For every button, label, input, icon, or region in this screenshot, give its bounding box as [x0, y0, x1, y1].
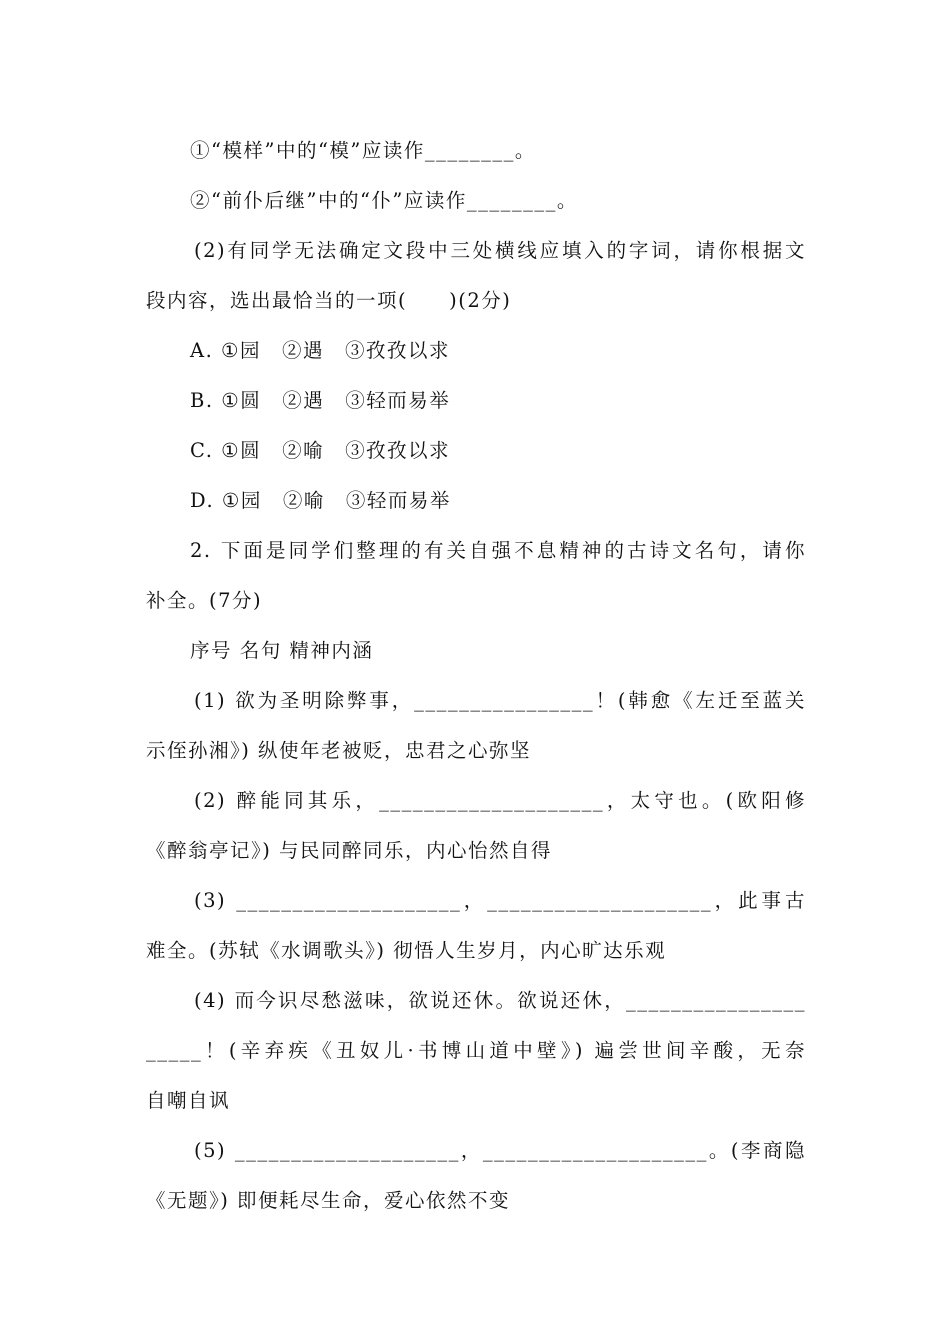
- pronunciation-question-1: ①“模样”中的“模”应读作________。: [190, 139, 536, 162]
- question-2-intro-line-1: 2. 下面是同学们整理的有关自强不息精神的古诗文名句，请你: [190, 539, 806, 562]
- sub-question-2-line-1: (2)有同学无法确定文段中三处横线应填入的字词，请你根据文: [194, 239, 806, 262]
- option-c: C. ①圆 ②喻 ③孜孜以求: [190, 439, 451, 462]
- poem-item-4-line-3: 自嘲自讽: [146, 1089, 231, 1112]
- poem-item-4-line-1: (4) 而今识尽愁滋味，欲说还休。欲说还休，________________: [194, 989, 806, 1012]
- option-b: B. ①圆 ②遇 ③轻而易举: [190, 389, 451, 412]
- poem-item-3-line-2: 难全。(苏轼《水调歌头》) 彻悟人生岁月，内心旷达乐观: [146, 939, 667, 962]
- poem-item-5-line-1: (5) ____________________，____________________。(李商隐: [194, 1139, 806, 1162]
- option-a: A. ①园 ②遇 ③孜孜以求: [190, 339, 450, 362]
- poem-item-2-line-1: (2) 醉能同其乐，____________________，太守也。(欧阳修: [194, 789, 806, 812]
- poem-item-3-line-1: (3) ____________________，____________________，此事古: [194, 889, 806, 912]
- poem-item-1-line-1: (1) 欲为圣明除弊事，________________！(韩愈《左迁至蓝关: [194, 689, 806, 712]
- table-header: 序号 名句 精神内涵: [190, 639, 374, 662]
- poem-item-1-line-2: 示侄孙湘》) 纵使年老被贬，忠君之心弥坚: [146, 739, 532, 762]
- poem-item-4-line-2: _____！(辛弃疾《丑奴儿·书博山道中壁》) 遍尝世间辛酸，无奈: [146, 1039, 806, 1062]
- poem-item-5-line-2: 《无题》) 即便耗尽生命，爱心依然不变: [146, 1189, 511, 1212]
- question-2-intro-line-2: 补全。(7分): [146, 589, 263, 612]
- sub-question-2-line-2: 段内容，选出最恰当的一项( )(2分): [146, 289, 512, 312]
- document-page: [146, 126, 806, 1226]
- option-d: D. ①园 ②喻 ③轻而易举: [190, 489, 451, 512]
- pronunciation-question-2: ②“前仆后继”中的“仆”应读作________。: [190, 189, 578, 212]
- poem-item-2-line-2: 《醉翁亭记》) 与民同醉同乐，内心怡然自得: [146, 839, 553, 862]
